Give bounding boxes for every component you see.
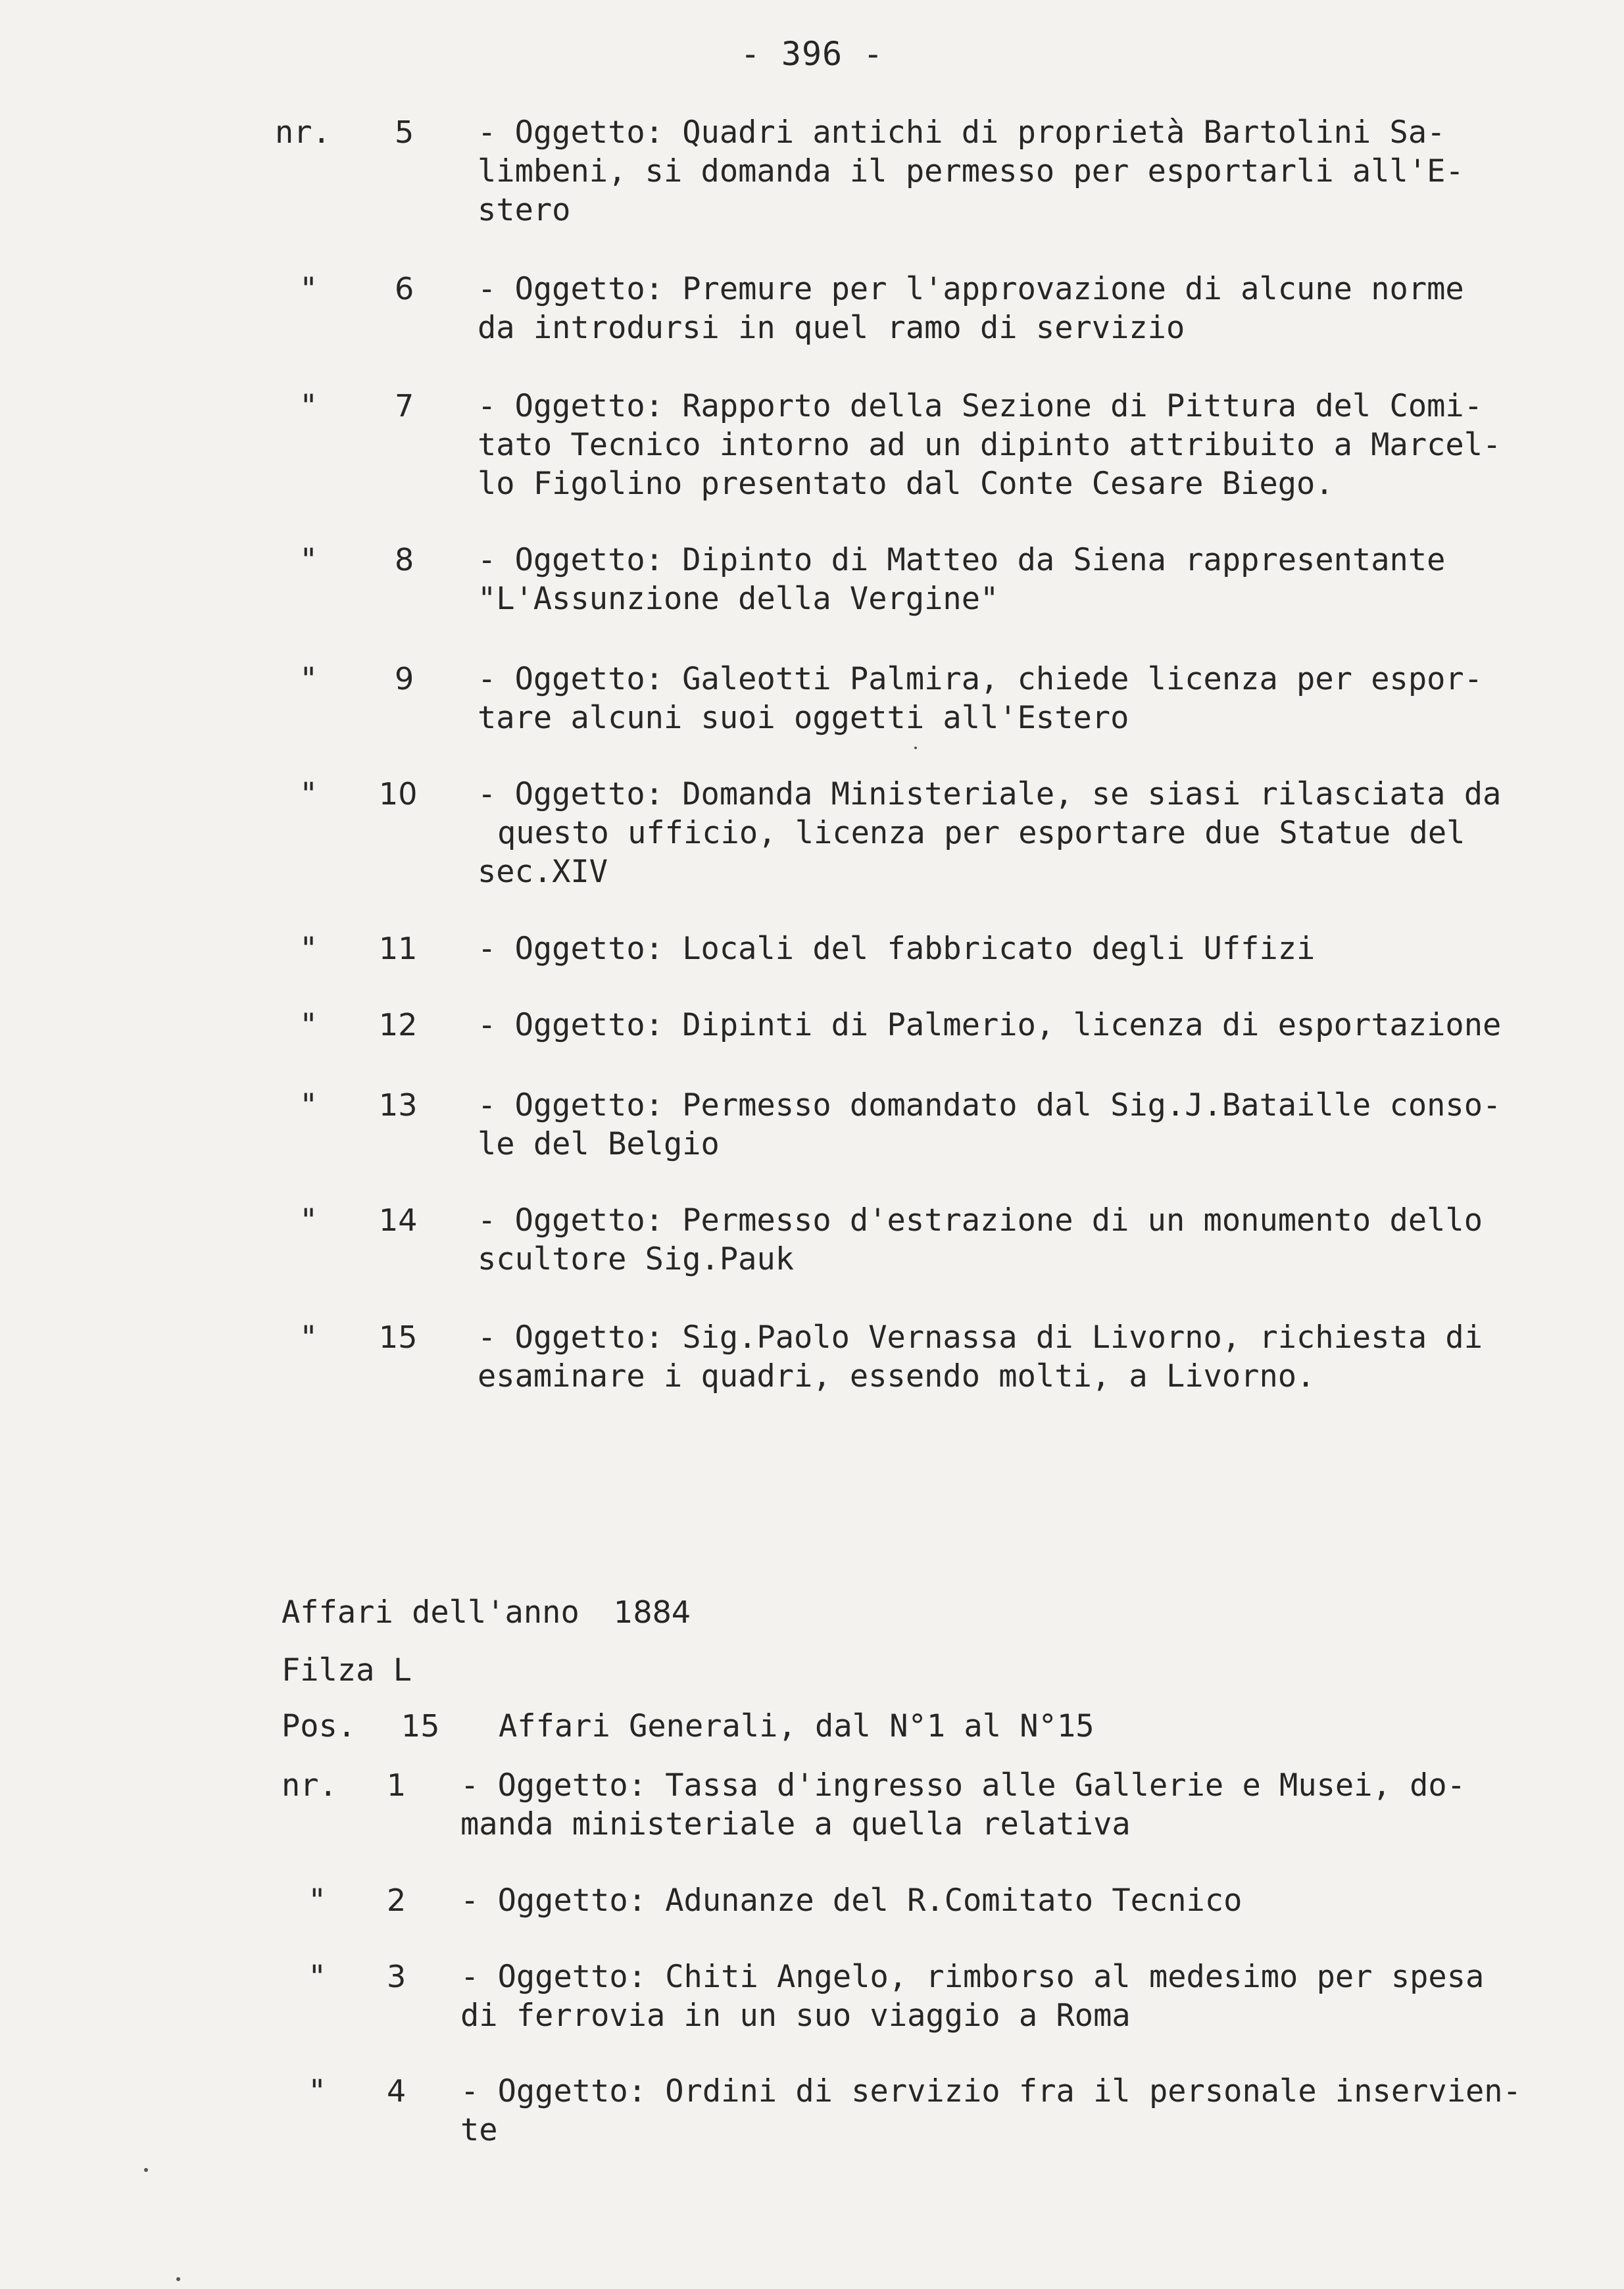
entry-line: "L'Assunzione della Vergine" [478, 581, 999, 617]
ditto-mark: " [299, 388, 318, 424]
entry-line: - Oggetto: Locali del fabbricato degli Uffizi [478, 931, 1316, 967]
entry-line: sec.XIV [478, 854, 608, 890]
entry-line: - Oggetto: Rapporto della Sezione di Pittura del Comi- [478, 388, 1483, 424]
entry-line: - Oggetto: Premure per l'approvazione di alcune norme [478, 271, 1464, 307]
entry-line: - Oggetto: Adunanze del R.Comitato Tecnico [460, 1883, 1243, 1919]
entry-text [478, 1086, 1501, 1164]
entry-text [460, 2072, 1521, 2150]
entry-text [478, 1318, 1483, 1396]
entry-number: 9 [395, 661, 414, 697]
entry-text [478, 113, 1464, 230]
entry-number: 2 [387, 1883, 406, 1918]
entry-line: - Oggetto: Galeotti Palmira, chiede licenza per espor- [478, 661, 1483, 697]
entry-line: - Oggetto: Domanda Ministeriale, se siasi rilasciata da [478, 776, 1502, 812]
scan-speck [176, 2277, 180, 2281]
entry-text [478, 270, 1464, 347]
entry-number: 5 [395, 114, 414, 150]
filza-line: Filza L [282, 1652, 412, 1688]
entry-text [478, 929, 1315, 968]
entry-text [478, 1006, 1501, 1045]
scan-speck [914, 747, 917, 749]
entry-text [460, 1766, 1465, 1844]
entry-line: limbeni, si domanda il permesso per esportarli all'E- [478, 153, 1464, 189]
ditto-mark: " [308, 1959, 327, 1995]
entry-number: 8 [395, 542, 414, 578]
entry-line: esaminare i quadri, essendo molti, a Livorno. [478, 1358, 1316, 1394]
entry-line: - Oggetto: Permesso domandato dal Sig.J.Bataille conso- [478, 1087, 1502, 1123]
ditto-mark: " [299, 661, 318, 697]
ditto-mark: " [299, 1007, 318, 1043]
entry-text [478, 660, 1483, 737]
ditto-mark: " [299, 1319, 318, 1356]
entry-text [460, 1881, 1242, 1920]
entry-line: - Oggetto: Quadri antichi di proprietà Bartolini Sa- [478, 114, 1446, 151]
ditto-mark: " [299, 1087, 318, 1123]
year-value: 1884 [614, 1594, 691, 1630]
entry-prefix: nr. [275, 114, 331, 151]
entry-line: - Oggetto: Chiti Angelo, rimborso al medesimo per spesa [460, 1959, 1485, 1995]
pos-number: 15 [401, 1708, 440, 1744]
entry-line: questo ufficio, licenza per esportare due Statue del [497, 815, 1465, 851]
entry-number: 6 [395, 271, 414, 307]
ditto-mark: " [299, 1202, 318, 1239]
entry-text [460, 1957, 1484, 2035]
entry-number: 4 [387, 2073, 406, 2109]
entry-line: - Oggetto: Tassa d'ingresso alle Gallerie e Musei, do- [460, 1767, 1466, 1804]
entry-line: - Oggetto: Dipinti di Palmerio, licenza di esportazione [478, 1007, 1502, 1043]
ditto-mark: " [299, 271, 318, 307]
entry-line: di ferrovia in un suo viaggio a Roma [460, 1998, 1131, 2034]
entry-line: te [460, 2112, 498, 2148]
entry-text [478, 775, 1501, 891]
entry-text [478, 387, 1501, 503]
entry-number: 7 [395, 388, 414, 424]
entry-line: - Oggetto: Ordini di servizio fra il personale inservien- [460, 2073, 1521, 2109]
pos-line [282, 1707, 1095, 1746]
entry-number: 15 [379, 1319, 418, 1355]
entry-number: 3 [387, 1959, 406, 1994]
entry-line: - Oggetto: Permesso d'estrazione di un monumento dello [478, 1202, 1483, 1239]
entry-number: 14 [379, 1202, 418, 1238]
entry-line: le del Belgio [478, 1126, 720, 1162]
pos-label: Pos. [282, 1708, 357, 1744]
entry-number: 1 [387, 1767, 406, 1803]
entry-number: 11 [379, 931, 418, 966]
pos-title: Affari Generali, dal N°1 al N°15 [499, 1708, 1095, 1744]
ditto-mark: " [308, 1883, 327, 1919]
entry-line: lo Figolino presentato dal Conte Cesare Biego. [478, 466, 1334, 502]
entry-number: 10 [379, 776, 418, 812]
ditto-mark: " [299, 542, 318, 578]
entry-prefix: nr. [282, 1767, 337, 1804]
affari-year-line [282, 1593, 691, 1632]
entry-line: tato Tecnico intorno ad un dipinto attribuito a Marcel- [478, 427, 1502, 463]
entry-line: - Oggetto: Dipinto di Matteo da Siena rappresentante [478, 542, 1446, 578]
ditto-mark: " [299, 931, 318, 967]
entry-line: - Oggetto: Sig.Paolo Vernassa di Livorno, richiesta di [478, 1319, 1483, 1356]
entry-line: stero [478, 192, 571, 228]
affari-label: Affari dell'anno [282, 1594, 579, 1631]
page-number: - 396 - [740, 35, 884, 73]
entry-line: da introdursi in quel ramo di servizio [478, 310, 1185, 346]
entry-line: scultore Sig.Pauk [478, 1241, 795, 1277]
entry-text [478, 1201, 1483, 1279]
entry-number: 13 [379, 1087, 418, 1123]
entry-line: manda ministeriale a quella relativa [460, 1806, 1131, 1842]
ditto-mark: " [299, 776, 318, 812]
entry-number: 12 [379, 1007, 418, 1043]
entry-line: tare alcuni suoi oggetti all'Estero [478, 700, 1129, 736]
ditto-mark: " [308, 2073, 327, 2109]
entry-text [478, 541, 1445, 618]
scan-speck [144, 2168, 148, 2172]
